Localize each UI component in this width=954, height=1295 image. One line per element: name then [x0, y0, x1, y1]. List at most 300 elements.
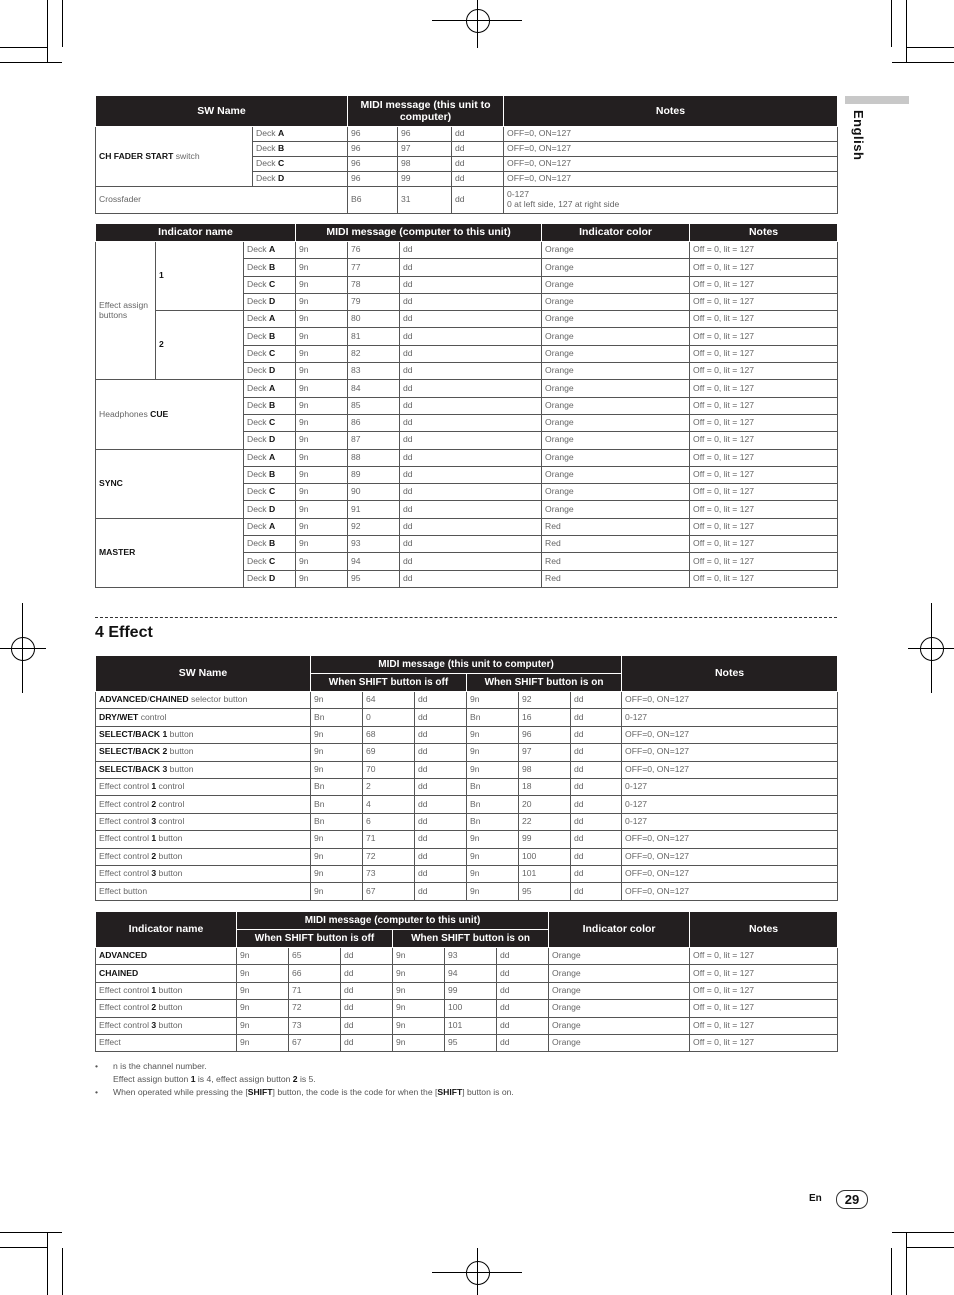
deck-cell: [244, 432, 296, 449]
value-cell: 9n: [311, 831, 363, 848]
value-cell: dd: [415, 831, 467, 848]
deck-letter: C: [268, 417, 276, 428]
deck-letter: A: [268, 244, 276, 255]
value-cell: dd: [452, 187, 504, 214]
value-cell: 16: [519, 709, 571, 726]
value-cell: 71: [363, 831, 415, 848]
value-cell: 9n: [237, 1017, 289, 1034]
value-cell: 9n: [296, 466, 348, 483]
value-cell: dd: [400, 466, 542, 483]
value-cell: dd: [400, 293, 542, 310]
indicator-midi-table-1: [95, 223, 838, 588]
value-cell: dd: [571, 831, 622, 848]
notes-cell: OFF=0, ON=127: [622, 831, 838, 848]
deck-cell: [253, 127, 348, 142]
value-cell: OFF=0, ON=127: [504, 157, 838, 172]
indicator-name-cell: [96, 1017, 237, 1034]
value-cell: dd: [497, 965, 549, 982]
value-cell: 90: [348, 484, 400, 501]
value-cell: Orange: [542, 259, 690, 276]
language-tab-label: English: [851, 110, 866, 161]
notes-line: 0-127: [507, 189, 529, 200]
label-part: Effect control: [99, 985, 152, 996]
value-cell: 93: [348, 536, 400, 553]
sw-name-cell: Crossfader: [96, 187, 348, 214]
value-cell: 9n: [296, 432, 348, 449]
value-cell: 96: [348, 127, 398, 142]
label-part: When operated while pressing the [: [113, 1087, 248, 1097]
header-shift-on: When SHIFT button is on: [467, 674, 622, 692]
value-cell: Orange: [542, 432, 690, 449]
value-cell: dd: [400, 518, 542, 535]
sw-name-cell: [96, 761, 311, 778]
value-cell: 9n: [296, 259, 348, 276]
deck-cell: [244, 328, 296, 345]
value-cell: 9n: [311, 883, 363, 900]
table-row: [96, 778, 838, 795]
value-cell: 9n: [296, 242, 348, 259]
label-part: Effect control: [99, 833, 152, 844]
deck-letter: A: [268, 451, 276, 462]
deck-prefix: Deck: [247, 486, 269, 497]
value-cell: Orange: [542, 242, 690, 259]
deck-cell: [253, 157, 348, 172]
sw-name-rest: switch: [173, 150, 200, 161]
footnote-1: [95, 1060, 837, 1073]
notes-cell: OFF=0, ON=127: [622, 692, 838, 709]
value-cell: 97: [398, 142, 452, 157]
deck-prefix: Deck: [247, 296, 269, 307]
sw-name-cell: [96, 692, 311, 709]
deck-letter: D: [268, 434, 276, 445]
value-cell: Orange: [542, 501, 690, 518]
label-part: CHAINED: [149, 694, 189, 705]
label-part: CHAINED: [99, 967, 139, 978]
label-part: 3: [151, 1019, 157, 1030]
color-cell: Orange: [549, 965, 690, 982]
value-cell: Orange: [542, 380, 690, 397]
table-row: [96, 518, 838, 535]
value-cell: dd: [452, 127, 504, 142]
indicator-name-cell: [96, 518, 244, 587]
label-part: Effect button: [99, 885, 148, 896]
deck-cell: [253, 172, 348, 187]
value-cell: 77: [348, 259, 400, 276]
header-shift-off: When SHIFT button is off: [311, 674, 467, 692]
value-cell: dd: [400, 380, 542, 397]
value-cell: dd: [571, 796, 622, 813]
value-cell: Orange: [542, 293, 690, 310]
value-cell: 80: [348, 311, 400, 328]
value-cell: 20: [519, 796, 571, 813]
value-cell: Off = 0, lit = 127: [690, 311, 838, 328]
deck-letter: D: [268, 572, 276, 583]
indicator-name-bold: CUE: [150, 408, 169, 419]
label-part: button: [156, 1019, 183, 1030]
value-cell: 83: [348, 363, 400, 380]
value-cell: Orange: [542, 484, 690, 501]
label-part: is 5.: [297, 1074, 316, 1084]
label-part: 3: [151, 815, 157, 826]
label-part: ADVANCED: [99, 694, 148, 705]
deck-cell: [244, 276, 296, 293]
value-cell: dd: [497, 1017, 549, 1034]
table-row: [96, 883, 838, 900]
language-tab-bar: [845, 96, 909, 104]
value-cell: Bn: [311, 709, 363, 726]
value-cell: 96: [519, 726, 571, 743]
deck-cell: [244, 449, 296, 466]
label-part: SHIFT: [437, 1087, 463, 1097]
notes-cell: OFF=0, ON=127: [622, 848, 838, 865]
value-cell: dd: [571, 883, 622, 900]
value-cell: 9n: [296, 501, 348, 518]
sw-name-cell: [96, 831, 311, 848]
value-cell: 64: [363, 692, 415, 709]
notes-cell: Off = 0, lit = 127: [690, 948, 838, 965]
table-row: [96, 311, 838, 328]
color-cell: Orange: [549, 1034, 690, 1051]
value-cell: 9n: [311, 761, 363, 778]
table-row: [96, 242, 838, 259]
value-cell: 9n: [237, 965, 289, 982]
value-cell: Orange: [542, 414, 690, 431]
value-cell: 9n: [393, 982, 445, 999]
label-part: button: [156, 850, 183, 861]
deck-letter: D: [268, 296, 276, 307]
deck-prefix: Deck: [247, 434, 269, 445]
value-cell: 96: [348, 157, 398, 172]
deck-prefix: Deck: [247, 347, 269, 358]
value-cell: dd: [415, 813, 467, 830]
value-cell: 82: [348, 345, 400, 362]
value-cell: 67: [289, 1034, 341, 1051]
value-cell: 72: [289, 1000, 341, 1017]
value-cell: 31: [398, 187, 452, 214]
value-cell: 100: [519, 848, 571, 865]
value-cell: dd: [400, 553, 542, 570]
value-cell: 9n: [467, 831, 519, 848]
value-cell: 22: [519, 813, 571, 830]
deck-prefix: Deck: [247, 278, 269, 289]
label-part: 2: [151, 798, 157, 809]
value-cell: dd: [400, 363, 542, 380]
deck-letter: B: [268, 469, 276, 480]
value-cell: Bn: [467, 813, 519, 830]
label-part: Effect: [99, 1037, 121, 1048]
color-cell: Orange: [549, 1017, 690, 1034]
value-cell: 4: [363, 796, 415, 813]
label-part: 1: [151, 781, 157, 792]
table-row: [96, 744, 838, 761]
indicator-name-bold: SYNC: [99, 477, 123, 488]
deck-prefix: Deck: [247, 572, 269, 583]
value-cell: 9n: [296, 397, 348, 414]
header-notes: Notes: [504, 96, 838, 127]
deck-cell: [244, 345, 296, 362]
value-cell: 95: [445, 1034, 497, 1051]
deck-cell: [244, 501, 296, 518]
deck-prefix: Deck: [247, 417, 269, 428]
value-cell: 18: [519, 778, 571, 795]
value-cell: 9n: [393, 1000, 445, 1017]
deck-cell: [244, 311, 296, 328]
deck-prefix: Deck: [256, 173, 278, 184]
value-cell: 95: [519, 883, 571, 900]
value-cell: 9n: [311, 692, 363, 709]
label-part: Effect control: [99, 868, 152, 879]
value-cell: 9n: [296, 363, 348, 380]
indicator-name-cell: [96, 1034, 237, 1051]
deck-letter: D: [268, 503, 276, 514]
indicator-name-cell: [96, 380, 244, 449]
deck-cell: [244, 259, 296, 276]
value-cell: OFF=0, ON=127: [504, 127, 838, 142]
value-cell: dd: [497, 982, 549, 999]
value-cell: 0: [363, 709, 415, 726]
value-cell: dd: [400, 397, 542, 414]
value-cell: 68: [363, 726, 415, 743]
indicator-name-cell: [96, 242, 156, 380]
deck-prefix: Deck: [256, 128, 278, 139]
table-row: [96, 187, 838, 214]
value-cell: 92: [348, 518, 400, 535]
value-cell: dd: [571, 813, 622, 830]
indicator-name-cell: [96, 1000, 237, 1017]
header-indicator-name: Indicator name: [96, 912, 237, 948]
deck-cell: [244, 484, 296, 501]
value-cell: dd: [341, 982, 393, 999]
footnote-2: [95, 1086, 837, 1099]
label-part: 2: [151, 850, 157, 861]
value-cell: 94: [348, 553, 400, 570]
deck-letter: B: [268, 330, 276, 341]
table-row: [96, 1000, 838, 1017]
value-cell: 76: [348, 242, 400, 259]
label-part: 2: [151, 1002, 157, 1013]
table-row: [96, 948, 838, 965]
deck-letter: D: [268, 365, 276, 376]
header-midi-message: MIDI message (this unit to computer): [311, 656, 622, 674]
value-cell: 65: [289, 948, 341, 965]
value-cell: dd: [415, 709, 467, 726]
label-part: button: [156, 1002, 183, 1013]
table-row: [96, 796, 838, 813]
value-cell: Orange: [542, 345, 690, 362]
assign-button-number: 1: [159, 270, 164, 281]
value-cell: Off = 0, lit = 127: [690, 449, 838, 466]
value-cell: dd: [415, 744, 467, 761]
value-cell: 69: [363, 744, 415, 761]
value-cell: dd: [571, 865, 622, 882]
deck-prefix: Deck: [247, 503, 269, 514]
table-row: [96, 865, 838, 882]
value-cell: 9n: [237, 1000, 289, 1017]
header-sw-name: SW Name: [96, 656, 311, 692]
deck-letter: B: [268, 538, 276, 549]
value-cell: Off = 0, lit = 127: [690, 570, 838, 587]
color-cell: Orange: [549, 982, 690, 999]
label-part: Effect control: [99, 781, 152, 792]
deck-letter: B: [268, 261, 276, 272]
value-cell: dd: [571, 692, 622, 709]
label-part: control: [138, 711, 167, 722]
value-cell: dd: [341, 1000, 393, 1017]
header-shift-on: When SHIFT button is on: [393, 930, 549, 948]
notes-cell: OFF=0, ON=127: [622, 865, 838, 882]
header-indicator-name: Indicator name: [96, 224, 296, 242]
sw-name-cell: [96, 726, 311, 743]
sw-name-cell: [96, 813, 311, 830]
value-cell: 9n: [296, 518, 348, 535]
label-part: SHIFT: [247, 1087, 273, 1097]
label-part: 3: [151, 868, 157, 879]
footnote-1-line2: [95, 1073, 837, 1086]
value-cell: 91: [348, 501, 400, 518]
value-cell: Off = 0, lit = 127: [690, 466, 838, 483]
value-cell: 9n: [296, 276, 348, 293]
value-cell: 95: [348, 570, 400, 587]
value-cell: 9n: [467, 883, 519, 900]
deck-prefix: Deck: [247, 399, 269, 410]
deck-cell: [244, 380, 296, 397]
header-notes: Notes: [690, 912, 838, 948]
value-cell: Orange: [542, 363, 690, 380]
header-midi-message: MIDI message (computer to this unit): [296, 224, 542, 242]
value-cell: 9n: [296, 536, 348, 553]
value-cell: 9n: [296, 328, 348, 345]
deck-letter: C: [268, 278, 276, 289]
value-cell: 9n: [296, 570, 348, 587]
deck-letter: D: [277, 173, 285, 184]
indicator-name-cell: [96, 965, 237, 982]
value-cell: 9n: [467, 761, 519, 778]
value-cell: 70: [363, 761, 415, 778]
effect-assign-number: [156, 311, 244, 380]
value-cell: 9n: [296, 345, 348, 362]
deck-prefix: Deck: [247, 520, 269, 531]
value-cell: 9n: [467, 865, 519, 882]
value-cell: dd: [452, 142, 504, 157]
value-cell: 73: [289, 1017, 341, 1034]
value-cell: 92: [519, 692, 571, 709]
value-cell: dd: [400, 570, 542, 587]
value-cell: Bn: [311, 796, 363, 813]
indicator-name-bold: MASTER: [99, 546, 136, 557]
value-cell: dd: [571, 709, 622, 726]
value-cell: Off = 0, lit = 127: [690, 414, 838, 431]
value-cell: Orange: [542, 466, 690, 483]
value-cell: dd: [415, 865, 467, 882]
value-cell: dd: [400, 259, 542, 276]
value-cell: Red: [542, 536, 690, 553]
table-row: [96, 813, 838, 830]
value-cell: 98: [398, 157, 452, 172]
notes-cell: OFF=0, ON=127: [622, 883, 838, 900]
value-cell: 100: [445, 1000, 497, 1017]
sw-name-bold: CH FADER START: [99, 150, 174, 161]
table-row: [96, 380, 838, 397]
table-row: [96, 848, 838, 865]
value-cell: 86: [348, 414, 400, 431]
table-row: [96, 127, 838, 142]
deck-letter: C: [268, 347, 276, 358]
value-cell: 84: [348, 380, 400, 397]
label-part: SELECT/BACK 1: [99, 729, 168, 740]
label-part: Effect control: [99, 798, 152, 809]
table-row: [96, 1034, 838, 1051]
sw-name-cell: [96, 709, 311, 726]
deck-letter: B: [277, 143, 285, 154]
value-cell: Orange: [542, 311, 690, 328]
value-cell: dd: [400, 536, 542, 553]
value-cell: dd: [571, 726, 622, 743]
value-cell: 97: [519, 744, 571, 761]
label-part: SELECT/BACK 2: [99, 746, 168, 757]
value-cell: Red: [542, 553, 690, 570]
value-cell: 9n: [296, 414, 348, 431]
deck-prefix: Deck: [256, 143, 278, 154]
value-cell: 9n: [296, 380, 348, 397]
label-part: /: [147, 694, 150, 705]
value-cell: 9n: [311, 744, 363, 761]
sw-name-cell: [96, 883, 311, 900]
value-cell: Off = 0, lit = 127: [690, 293, 838, 310]
deck-letter: C: [277, 158, 285, 169]
value-cell: 89: [348, 466, 400, 483]
notes-cell: Off = 0, lit = 127: [690, 982, 838, 999]
deck-prefix: Deck: [247, 451, 269, 462]
value-cell: 9n: [467, 726, 519, 743]
deck-prefix: Deck: [247, 330, 269, 341]
deck-prefix: Deck: [247, 244, 269, 255]
value-cell: 67: [363, 883, 415, 900]
value-cell: dd: [497, 1000, 549, 1017]
value-cell: dd: [571, 778, 622, 795]
effect-indicator-midi-table: [95, 911, 838, 1052]
deck-letter: A: [268, 520, 276, 531]
value-cell: Bn: [311, 778, 363, 795]
footnote-2-text: [113, 1087, 514, 1097]
table-row: [96, 1017, 838, 1034]
notes-cell: 0-127: [622, 709, 838, 726]
bullet: •: [95, 1061, 99, 1071]
label-part: button: [156, 833, 183, 844]
notes-cell: OFF=0, ON=127: [622, 726, 838, 743]
deck-letter: A: [268, 382, 276, 393]
value-cell: Off = 0, lit = 127: [690, 345, 838, 362]
value-cell: 78: [348, 276, 400, 293]
value-cell: Orange: [542, 328, 690, 345]
value-cell: dd: [415, 761, 467, 778]
value-cell: Off = 0, lit = 127: [690, 484, 838, 501]
notes-cell: Off = 0, lit = 127: [690, 1017, 838, 1034]
value-cell: 87: [348, 432, 400, 449]
value-cell: 9n: [237, 982, 289, 999]
table-row: [96, 831, 838, 848]
deck-cell: [244, 466, 296, 483]
value-cell: 72: [363, 848, 415, 865]
value-cell: dd: [400, 276, 542, 293]
label-part: Effect assign button: [113, 1074, 191, 1084]
sw-name-cell: [96, 796, 311, 813]
value-cell: 9n: [393, 1017, 445, 1034]
value-cell: dd: [571, 761, 622, 778]
value-cell: Off = 0, lit = 127: [690, 363, 838, 380]
value-cell: 9n: [237, 948, 289, 965]
deck-letter: B: [268, 399, 276, 410]
header-sw-name: SW Name: [96, 96, 348, 127]
